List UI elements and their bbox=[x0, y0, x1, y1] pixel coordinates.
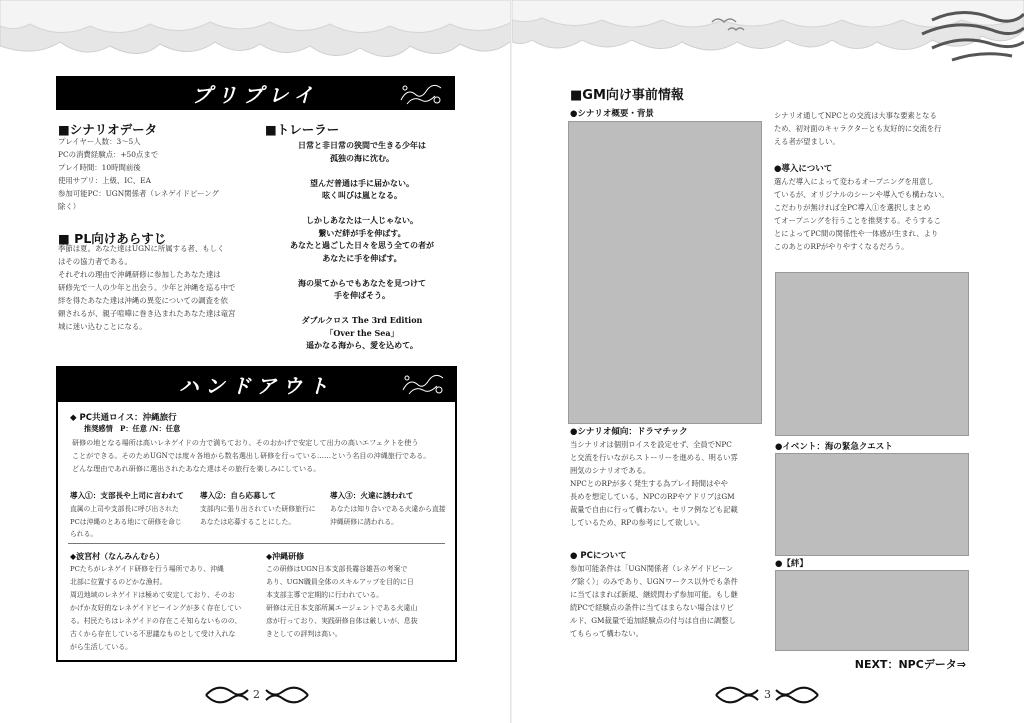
top-right-text bbox=[774, 109, 974, 148]
intro-heading: ●導入について bbox=[774, 164, 833, 174]
pc-line: 続PCで経験点の条件に当てはまらない場合はリビ bbox=[570, 603, 734, 612]
top-right-line: シナリオ通してNPCとの交流は大事な要素となる bbox=[774, 111, 937, 120]
scenario-data-line: 除く） bbox=[58, 202, 81, 211]
tendency-heading: ●シナリオ傾向：ドラマチック bbox=[570, 427, 688, 437]
top-right-line: える者が望ましい。 bbox=[774, 137, 840, 146]
synopsis-line: それぞれの理由で沖縄研修に参加したあなた達は bbox=[58, 270, 221, 279]
village-line: がら生活している。 bbox=[70, 643, 133, 651]
overview-heading: ●シナリオ概要・背景 bbox=[570, 109, 654, 119]
synopsis-line: 城に迷い込むことになる。 bbox=[58, 322, 147, 331]
village-line: 北部に位置するのどかな漁村。 bbox=[70, 578, 167, 586]
intro-info-line: ているが、オリジナルのシーンや導入でも構わない。 bbox=[774, 190, 949, 199]
village-line: かげか友好的なレネゲイドビーイングが多く存在してい bbox=[70, 604, 242, 612]
intro-line: あなたは応募することにした。 bbox=[200, 517, 296, 526]
pc-line: 参加可能条件は「UGN関係者（レネゲイドビーン bbox=[570, 564, 734, 573]
common-loise-heading: ◆ PC共通ロイス：沖縄旅行 bbox=[70, 413, 177, 423]
intro-1-title: 導入①：支部長や上司に言われて bbox=[70, 491, 184, 500]
village-text bbox=[70, 563, 262, 654]
tendency-line: 囲気のシナリオである。 bbox=[570, 466, 651, 475]
trailer-line: しかしあなたは一人じゃない。 bbox=[306, 215, 418, 225]
pc-line: に当てはまれば新規、継続問わず参加可能。もし継 bbox=[570, 590, 738, 599]
trailer-line: 望んだ普通は手に届かない。 bbox=[310, 177, 414, 188]
trailer-stanza bbox=[262, 139, 462, 164]
trailer-stanza bbox=[262, 214, 462, 264]
section-divider bbox=[68, 543, 445, 544]
trailer-line: 手を伸ばそう。 bbox=[334, 290, 390, 300]
bond-heading: ●【絆】 bbox=[775, 559, 808, 569]
intro-info-line: こだわりが無ければ全PC導入①を選択しまとめ bbox=[774, 203, 931, 212]
preplay-title: プリプレイ bbox=[191, 82, 320, 107]
trailer-line: 遥かなる海から、愛を込めて。 bbox=[306, 340, 418, 350]
synopsis-line: 絆を得たあなた達は沖縄の異変についての調査を依 bbox=[58, 296, 228, 305]
scenario-data-line: プレイヤー人数：3〜5人 bbox=[58, 137, 141, 146]
handout-banner bbox=[56, 366, 457, 402]
synopsis-line: はその協力者である。 bbox=[58, 257, 132, 266]
pc-line: てもらって構わない。 bbox=[570, 629, 643, 638]
intro-2-text bbox=[200, 503, 325, 528]
tendency-line: 当シナリオは個別ロイスを設定せず、全員でNPC bbox=[570, 440, 732, 449]
trailer-line: 日常と非日常の狭間で生きる少年は bbox=[298, 140, 426, 150]
pc-text bbox=[570, 562, 768, 640]
training-line: あり、UGN職員全体のスキルアップを目的に日 bbox=[266, 578, 414, 586]
intro-line: あなたは知り合いである火違から直接 bbox=[330, 505, 446, 513]
village-line: 周辺地域のレネゲイドは極めて安定しており、そのお bbox=[70, 591, 235, 599]
pc-line: グ除く）」のみであり、UGNワークス以外でも条件 bbox=[570, 577, 738, 586]
intro-line: 直属の上司や支部長に呼び出された bbox=[70, 505, 179, 513]
village-heading: ◆波宮村（なんみんむら） bbox=[70, 552, 165, 561]
right-page bbox=[512, 0, 1024, 723]
intro-info-line: てオープニングを行うことを推奨する。そうするこ bbox=[774, 216, 941, 225]
handout-body bbox=[72, 436, 452, 475]
tendency-text bbox=[570, 438, 768, 529]
synopsis-line: 季節は夏。あなた達はUGNに所属する者、もしく bbox=[58, 244, 225, 253]
handout-body-line: ことができる。そのためUGNでは度々各地から数名選出し研修を行っている……という名目の沖縄旅行である。 bbox=[72, 451, 431, 460]
handout-title: ハンドアウト bbox=[178, 373, 335, 398]
trailer-line: あなたと過ごした日々を思う全ての者が bbox=[290, 240, 434, 250]
trailer-line: 「Over the Sea」 bbox=[325, 327, 399, 338]
trailer-stanza bbox=[262, 277, 462, 302]
event-heading: ●イベント：海の緊急クエスト bbox=[775, 442, 893, 452]
handout-body-line: 研修の地となる場所は高いレネゲイドの力で満ちており、そのおかげで安定して出力の高いエフェクトを使う bbox=[72, 438, 419, 447]
village-line: PCたちがレネゲイド研修を行う場所であり、沖縄 bbox=[70, 565, 224, 573]
training-line: 本支部主導で定期的に行われている。 bbox=[266, 591, 384, 599]
tendency-line: 裁量で自由に行って構わない。セリフ例なども記載 bbox=[570, 505, 738, 514]
event-image-placeholder bbox=[775, 453, 969, 556]
cloud-header-illustration bbox=[512, 0, 1024, 70]
image-placeholder bbox=[775, 272, 969, 436]
training-line: 研修は元日本支部所属エージェントである火違山 bbox=[266, 604, 418, 612]
scenario-data-line: PCの消費経験点：+50点まで bbox=[58, 150, 159, 159]
trailer-line: あなたに手を伸ばす。 bbox=[322, 252, 402, 263]
scenario-data-line: 参加可能PC：UGN関係者（レネゲイドビーング bbox=[58, 189, 219, 198]
cloud-header-illustration bbox=[0, 0, 512, 70]
intro-info-line: 選んだ導入によって変わるオープニングを用意し bbox=[774, 177, 934, 186]
preplay-banner bbox=[56, 76, 455, 110]
intro-3-text bbox=[330, 503, 455, 528]
village-line: 古くから存在している不思議なものとして受け入れな bbox=[70, 630, 236, 638]
trailer-line: 海の果てからでもあなたを見つけて bbox=[298, 277, 426, 288]
tendency-line: 長めを想定している。NPCのRPやアドリブはGM bbox=[570, 492, 735, 501]
next-page-link[interactable]: NEXT：NPCデータ⇒ bbox=[854, 658, 966, 671]
intro-line: られる。 bbox=[70, 530, 98, 538]
trailer-line: ダブルクロス The 3rd Edition bbox=[301, 315, 423, 325]
bond-image-placeholder bbox=[775, 570, 969, 651]
synopsis-line: 頼されるが、親子喧嘩に巻き込まれたあなた達は竜宮 bbox=[58, 309, 236, 318]
pc-line: ルド、GM裁量で追加経験点の付与は自由に調整し bbox=[570, 616, 736, 625]
pc-heading: ● PCについて bbox=[570, 551, 627, 561]
tendency-line: と交流を行いながらストーリーを進める、明るい雰 bbox=[570, 453, 738, 462]
intro-info-line: このあとのRPがやりやすくなるだろう。 bbox=[774, 242, 909, 251]
scenario-data-line: プレイ時間：10時間前後 bbox=[58, 163, 141, 172]
synopsis-text bbox=[58, 242, 256, 333]
trailer-text bbox=[262, 139, 462, 364]
trailer-line: 繋いだ絆が手を伸ばす。 bbox=[318, 227, 406, 238]
intro-2-title: 導入②：自ら応募して bbox=[200, 491, 276, 500]
trailer-line: 孤独の海に沈む。 bbox=[330, 152, 394, 163]
gm-info-heading: ■GM向け事前情報 bbox=[570, 88, 684, 103]
trailer-heading: ■トレーラー bbox=[265, 122, 340, 137]
trailer-line: 呟く叫びは嵐となる。 bbox=[322, 190, 402, 200]
handout-body-line: どんな理由であれ研修に選出されたあなた達はその旅行を楽しみにしている。 bbox=[72, 464, 321, 473]
synopsis-heading: ■ PL向けあらすじ bbox=[58, 231, 167, 246]
wave-ornament-icon bbox=[399, 370, 449, 396]
intro-line: PCは沖縄のとある地にて研修を命じ bbox=[70, 517, 182, 526]
tendency-line: NPCとのRPが多く発生する為プレイ時間はやや bbox=[570, 479, 728, 488]
page-number: 3 bbox=[764, 688, 771, 701]
overview-image-placeholder bbox=[568, 121, 762, 424]
training-text bbox=[266, 563, 454, 641]
training-line: この研修はUGN日本支部長霧谷雄吾の考案で bbox=[266, 565, 408, 573]
scenario-data-line: 使用サプリ：上級、IC、EA bbox=[58, 176, 151, 185]
trailer-stanza bbox=[262, 177, 462, 202]
intro-line: 支部内に張り出されていた研修旅行に bbox=[200, 505, 316, 513]
synopsis-line: 研修先で一人の少年と出会う。少年と沖縄を巡る中で bbox=[58, 283, 236, 292]
training-line: きとしての評判は高い。 bbox=[266, 630, 342, 638]
trailer-stanza bbox=[262, 314, 462, 352]
intro-info-line: とによってPC間の関係性や一体感が生まれ、より bbox=[774, 229, 939, 238]
page-number: 2 bbox=[253, 688, 260, 701]
training-heading: ◆沖縄研修 bbox=[266, 552, 305, 561]
top-right-line: ため、初対面のキャラクターとも友好的に交流を行 bbox=[774, 124, 942, 133]
intro-text bbox=[774, 175, 974, 253]
recommended-feeling: 推奨感情 P：任意 /N：任意 bbox=[84, 424, 181, 433]
wave-ornament-icon bbox=[397, 80, 447, 106]
intro-line: 沖縄研修に誘われる。 bbox=[330, 517, 398, 526]
intro-3-title: 導入③：火違に誘われて bbox=[330, 491, 414, 500]
scenario-data-heading: ■シナリオデータ bbox=[58, 122, 158, 137]
village-line: る。村民たちはレネゲイドの存在こそ知らないものの、 bbox=[70, 617, 242, 625]
handout-box bbox=[56, 400, 457, 662]
intro-1-text bbox=[70, 503, 195, 541]
tendency-line: しているため、RPの参考にして欲しい。 bbox=[570, 518, 705, 527]
scenario-data-list bbox=[58, 135, 253, 213]
training-line: 彦が行っており、実践研修自体は厳しいが、息抜 bbox=[266, 617, 418, 625]
